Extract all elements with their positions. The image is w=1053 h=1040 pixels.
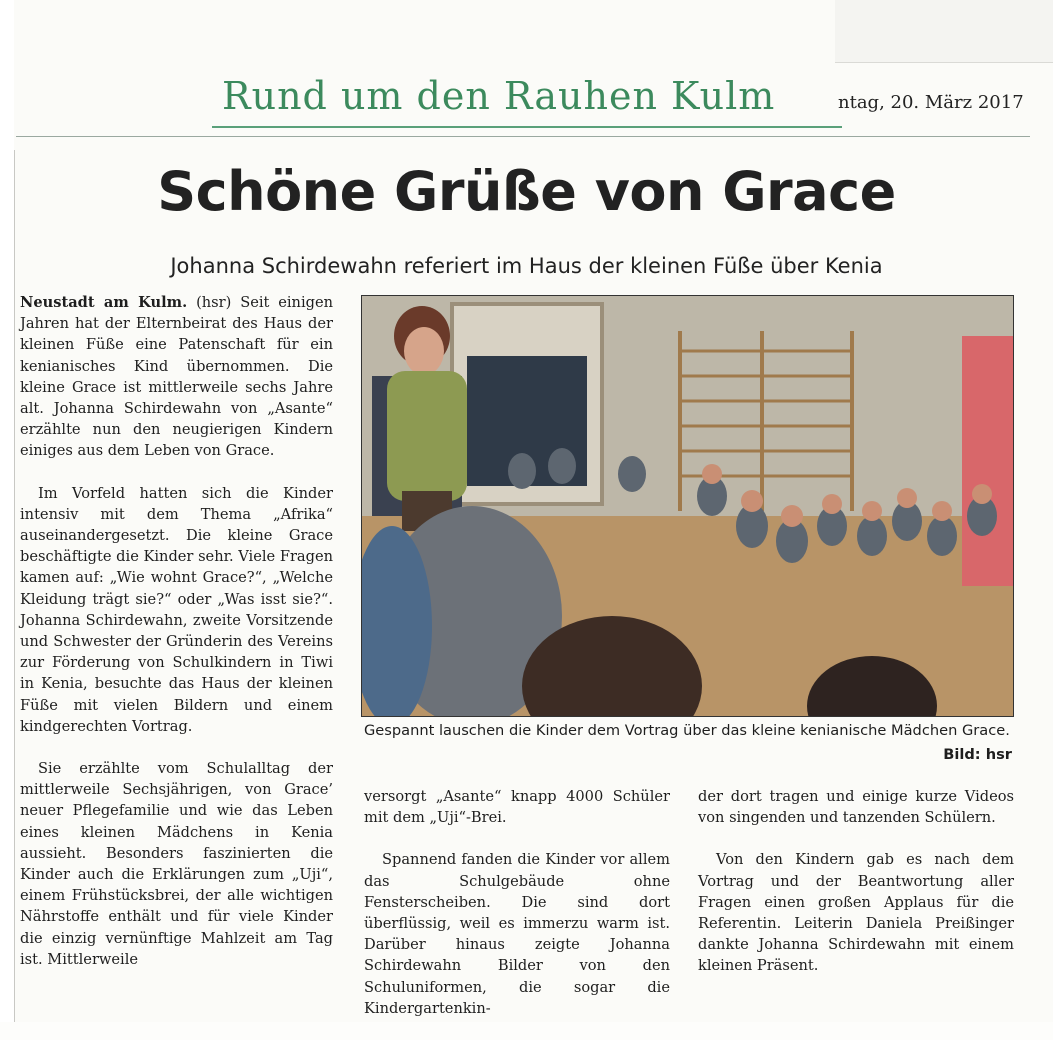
clipping-edge: [14, 150, 15, 1022]
paragraph-continuation: der dort tragen und einige kurze Videos von singenden und tanzenden Schülern.: [698, 788, 1014, 827]
article-headline: Schöne Grüße von Grace: [157, 160, 896, 223]
photo-caption: Gespannt lauschen die Kinder dem Vortrag über das kleine kenianische Mädchen Grace.: [364, 722, 1010, 739]
divider-rule: [16, 136, 1030, 137]
paragraph-body: Sie erzählte vom Schulalltag der mittlerweile Sechsjährigen, von Grace’ neuer Pflegefamilie und wie das Leben eines kleinen Mädchens in Kenia aussieht. Besonders faszinierten die Kinder auch die Erklärungen zum „Uji“, einem Frühstücksbrei, der alle wichtigen Nährstoffe enthält und für viele Kinder die einzig vernünftige Mahlzeit am Tag ist. Mittlerweile: [20, 760, 333, 968]
paragraph-intro-text: (hsr) Seit einigen Jahren hat der Elternbeirat des Haus der kleinen Füße eine Patenschaft für ein kenianisches Kind übernommen. Die kleine Grace ist mittlerweile sechs Jahre alt. Johanna Schirdewahn von „Asante“ erzählte nun den neugierigen Kindern einiges aus dem Leben von Grace.: [20, 294, 334, 460]
article-subheadline: Johanna Schirdewahn referiert im Haus der kleinen Füße über Kenia: [170, 254, 883, 278]
photo-credit: Bild: hsr: [943, 746, 1012, 763]
paragraph-body: Spannend fanden die Kinder vor allem das Schulgebäude ohne Fensterscheiben. Die sind dort überflüssig, weil es immerzu warm ist. Darüber hinaus zeigte Johanna Schirdewahn Bilder von den Schuluniformen, die sogar die Kindergartenkin-: [364, 851, 670, 1017]
paragraph-body: Von den Kindern gab es nach dem Vortrag und der Beantwortung aller Fragen einen großen Applaus für die Referentin. Leiterin Daniela Preißinger dankte Johanna Schirdewahn mit einem kleinen Präsent.: [698, 851, 1014, 975]
dateline-location: Neustadt am Kulm.: [20, 294, 188, 311]
photo-scene: [362, 296, 1013, 716]
section-masthead: Rund um den Rauhen Kulm: [222, 74, 776, 118]
masthead-rule: [212, 126, 842, 128]
column-right: [698, 786, 1014, 998]
article-photo: [361, 295, 1014, 717]
issue-date: ntag, 20. März 2017: [838, 92, 1024, 113]
scan-margin: [0, 0, 14, 1022]
paragraph-intro: [20, 292, 333, 462]
paragraph-body: Im Vorfeld hatten sich die Kinder intensiv mit dem Thema „Afrika“ auseinandergesetzt. Die kleine Grace beschäftigte die Kinder sehr. Viele Fragen kamen auf: „Wie wohnt Grace?“, „Welche Kleidung trägt sie?“ oder „Was isst sie?“. Johanna Schirdewahn, zweite Vorsitzende und Schwester der Gründerin des Vereins zur Förderung von Schulkindern in Tiwi in Kenia, besuchte das Haus der kleinen Füße mit vielen Bildern und einem kindgerechten Vortrag.: [20, 484, 333, 735]
column-left: [20, 292, 333, 991]
paragraph-continuation: versorgt „Asante“ knapp 4000 Schüler mit dem „Uji“-Brei.: [364, 788, 670, 827]
scan-overlap-strip: [835, 0, 1053, 63]
column-middle: [364, 786, 670, 1040]
